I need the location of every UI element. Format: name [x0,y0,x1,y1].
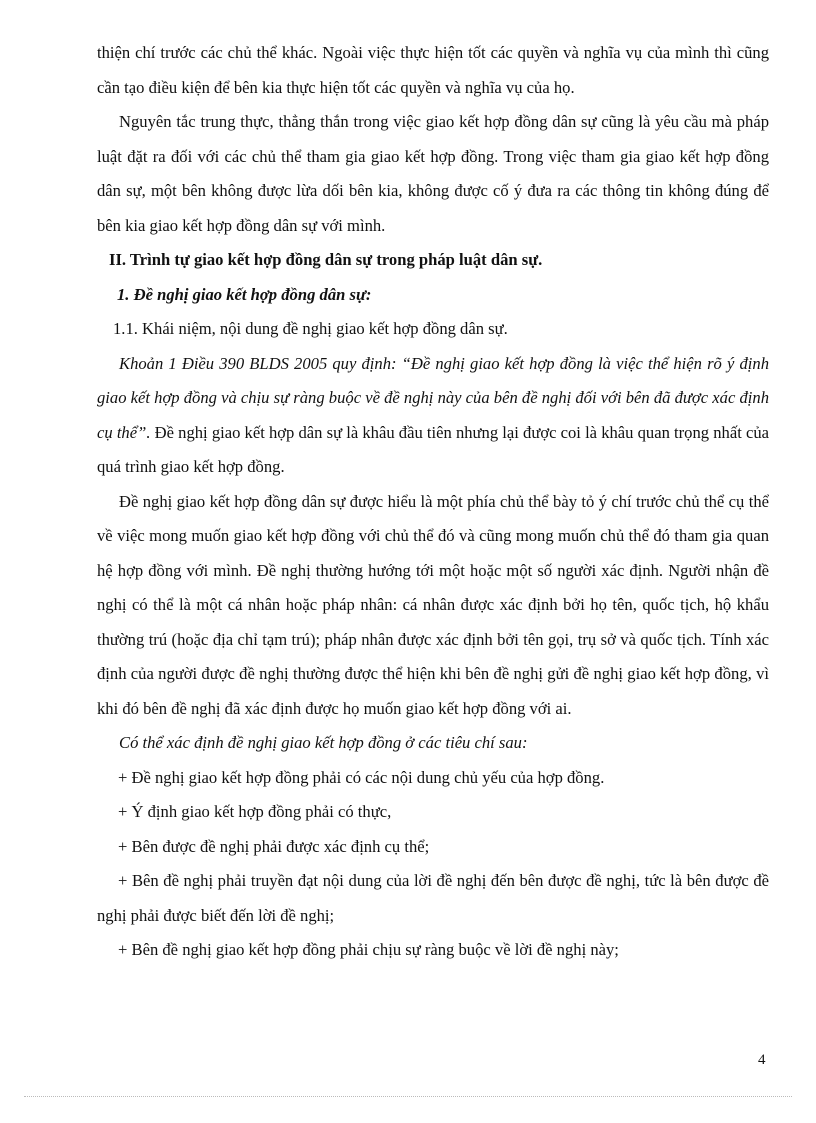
paragraph-explanation: Đề nghị giao kết hợp đồng dân sự được hiểu là một phía chủ thể bày tỏ ý chí trước chủ thể cụ thể về việc mong muốn giao kết hợp đồng với chủ thể đó và cũng mong muốn chủ thể đó tham gia quan hệ hợp đồng với mình. Đề nghị thường hướng tới một hoặc một số người xác định. Người nhận đề nghị có thể là một cá nhân hoặc pháp nhân: cá nhân được xác định bởi họ tên, quốc tịch, hộ khẩu thường trú (hoặc địa chỉ tạm trú); pháp nhân được xác định bởi tên gọi, trụ sở và quốc tịch. Tính xác định của người được đề nghị thường được thể hiện khi bên đề nghị gửi đề nghị giao kết hợp đồng, vì khi đó bên đề nghị đã xác định được họ muốn giao kết hợp đồng với ai. [97,491,769,718]
paragraph-honesty-principle: Nguyên tắc trung thực, thẳng thắn trong việc giao kết hợp đồng dân sự cũng là yêu cầu mà pháp luật đặt ra đối với các chủ thể tham gia giao kết hợp đồng. Trong việc tham gia giao kết hợp đồng dân sự, một bên không được lừa dối bên kia, không được cố ý đưa ra các thông tin không đúng để bên kia giao kết hợp đồng dân sự với mình. [97,112,769,235]
page-footer-divider [24,1096,792,1097]
criteria-item: + Bên đề nghị phải truyền đạt nội dung của lời đề nghị đến bên được đề nghị, tức là bên được đề nghị phải được biết đến lời đề nghị; [97,871,769,925]
paragraph-continuation: thiện chí trước các chủ thể khác. Ngoài việc thực hiện tốt các quyền và nghĩa vụ của mình thì cũng cần tạo điều kiện để bên kia thực hiện tốt các quyền và nghĩa vụ của họ. [97,43,769,97]
criteria-item: + Đề nghị giao kết hợp đồng phải có các nội dung chủ yếu của hợp đồng. [118,767,605,787]
paragraph-definition [97,347,769,485]
subsubsection-heading: 1.1. Khái niệm, nội dung đề nghị giao kết hợp đồng dân sự. [113,319,508,338]
criteria-intro: Có thể xác định đề nghị giao kết hợp đồng ở các tiêu chí sau: [119,733,528,752]
document-page [97,36,769,968]
definition-remark: Đề nghị giao kết hợp dân sự là khâu đầu tiên nhưng lại được coi là khâu quan trọng nhất của quá trình giao kết hợp đồng. [97,422,769,476]
criteria-item: + Bên được đề nghị phải được xác định cụ thể; [118,836,430,856]
legal-quote: Khoản 1 Điều 390 BLDS 2005 quy định: “Đề nghị giao kết hợp đồng là việc thể hiện rõ ý định giao kết hợp đồng và chịu sự ràng buộc về đề nghị này của bên đề nghị đối với bên đã được xác định cụ thể”. [97,353,769,442]
page-number: 4 [758,1052,766,1068]
criteria-item: + Ý định giao kết hợp đồng phải có thực, [118,802,392,821]
criteria-item: + Bên đề nghị giao kết hợp đồng phải chịu sự ràng buộc về lời đề nghị này; [118,940,619,959]
subsection-heading: 1. Đề nghị giao kết hợp đồng dân sự: [117,284,372,304]
section-heading: II. Trình tự giao kết hợp đồng dân sự trong pháp luật dân sự. [109,250,543,269]
